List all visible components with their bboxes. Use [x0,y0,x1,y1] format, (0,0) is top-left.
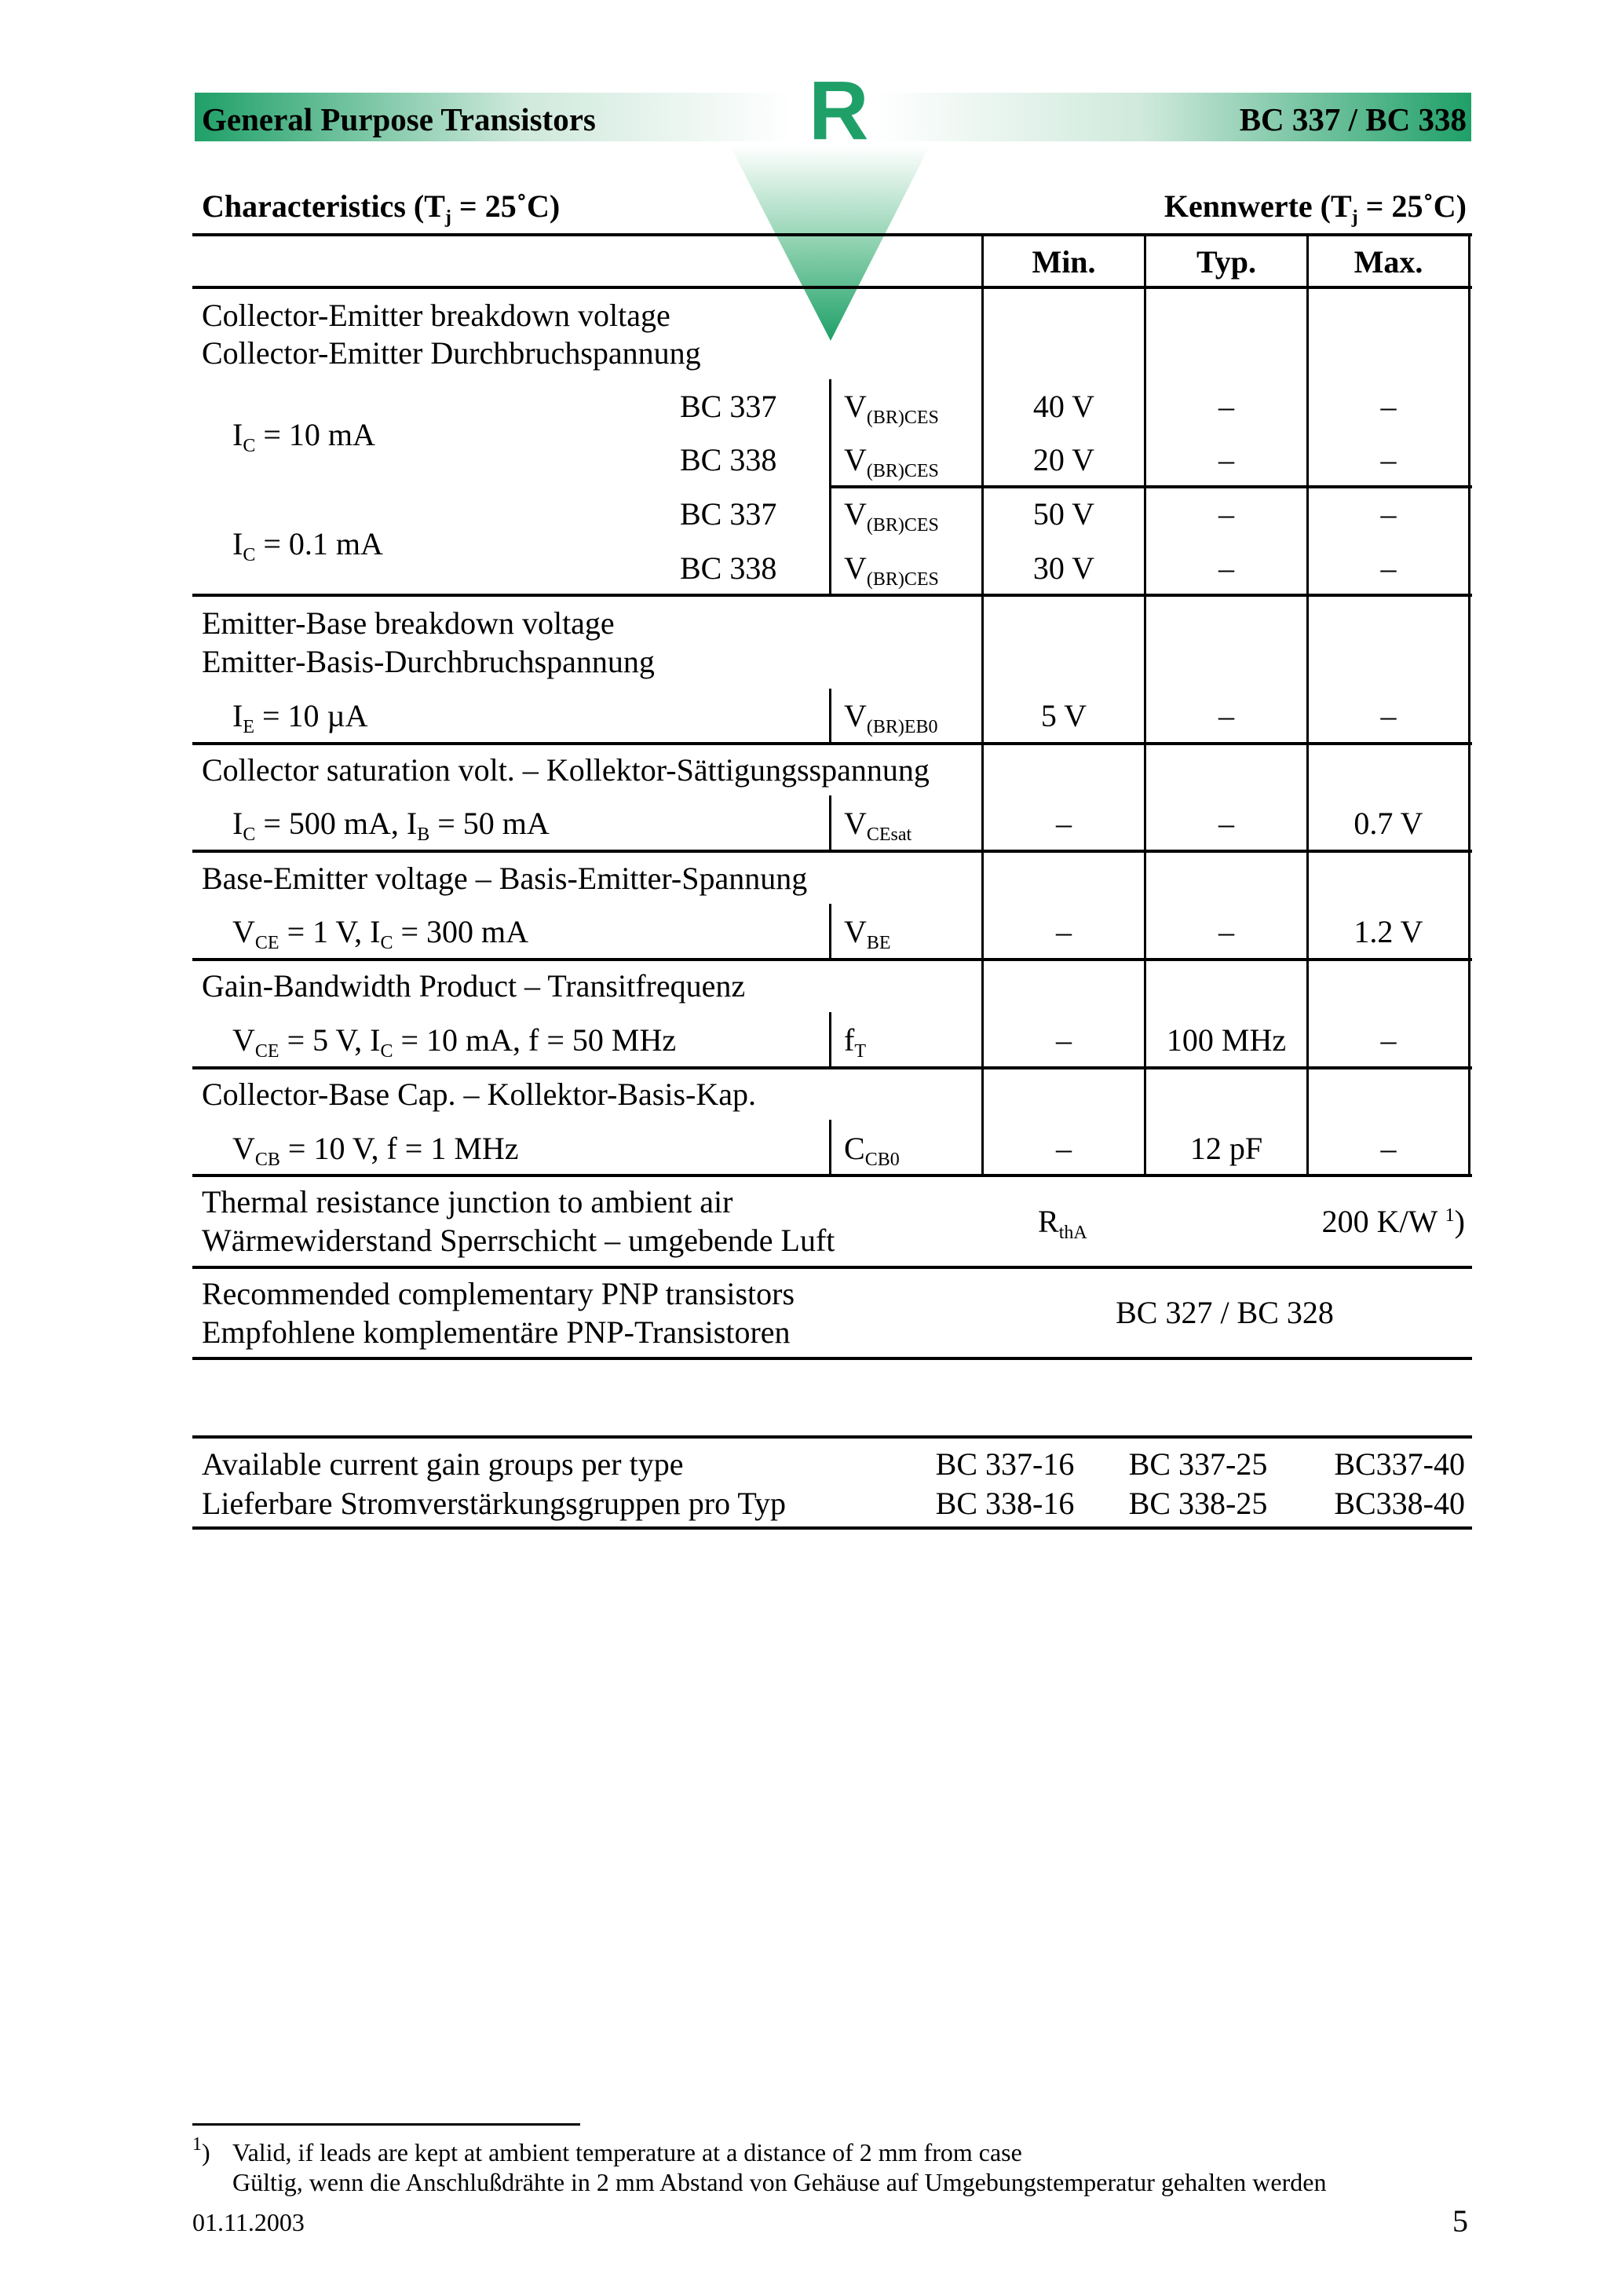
table-rule [192,742,1472,745]
condition: $V_{CE} = 5$ V, $I_C = 10$ mA, f = 50 MHz [232,1022,677,1062]
param-name-en: Recommended complementary PNP transistors [202,1276,795,1311]
symbol: $V_{(BR)CES}$ [844,550,939,590]
col-header-min: Min. [1032,244,1096,280]
param-name: Base-Emitter voltage – Basis-Emitter-Spannung [202,861,808,896]
logo-triangle [730,146,934,342]
gain-group-cell: BC 337-16 [935,1446,1075,1482]
page-number: 5 [1452,2203,1468,2239]
value-max: – [1380,1022,1397,1058]
gain-group-cell: BC 338-25 [1128,1486,1268,1521]
value-max: – [1380,442,1397,477]
symbol: $f_T$ [844,1022,866,1062]
footnote-mark: $^1$) [192,2134,210,2166]
header-left-title: General Purpose Transistors [202,101,596,137]
value-max: 1.2 V [1353,914,1423,949]
table-rule [192,1266,1472,1269]
gain-group-cell: BC 338-16 [935,1486,1075,1521]
type-label: BC 337 [680,496,777,532]
value-typ: – [1218,914,1234,949]
gain-groups-en: Available current gain groups per type [202,1446,684,1482]
symbol: $V_{(BR)CES}$ [844,496,939,536]
symbol-divider [829,689,831,744]
condition: $V_{CB} = 10$ V, f = 1 MHz [232,1131,519,1170]
condition: $I_C = 0.1$ mA [232,526,383,565]
param-name-en: Emitter-Base breakdown voltage [202,605,615,641]
param-name-de: Emitter-Basis-Durchbruchspannung [202,644,655,679]
symbol-divider [829,1120,831,1176]
header-right-title: BC 337 / BC 338 [1239,101,1467,137]
value-max: – [1380,496,1397,532]
value-min: 5 V [1040,698,1087,733]
table-rule [192,1357,1472,1360]
param-name: Collector saturation volt. – Kollektor-Sättigungsspannung [202,752,930,788]
section-title-de: Kennwerte ($T_j$ = 25˚C) [1164,188,1467,228]
symbol: $V_{(BR)CES}$ [844,389,939,428]
value-min: – [1056,1022,1072,1058]
param-name-en: Collector-Emitter breakdown voltage [202,298,670,333]
condition: $I_C = 500$ mA, $I_B = 50$ mA [232,806,550,845]
col-header-max: Max. [1353,244,1423,280]
symbol: $R_{thA}$ [1038,1204,1087,1243]
value-min: – [1056,1131,1072,1166]
table-rule [192,1526,1472,1530]
footnote-rule [192,2123,580,2126]
param-name-de: Wärmewiderstand Sperrschicht – umgebende Luft [202,1223,835,1258]
condition: $V_{CE} = 1$ V, $I_C = 300$ mA [232,914,529,953]
value-max: 0.7 V [1353,806,1423,841]
value-typ: – [1218,806,1234,841]
value-typ: – [1218,698,1234,733]
value-max: – [1380,550,1397,586]
table-rule [192,1174,1472,1177]
table-rule [192,958,1472,961]
param-name: Gain-Bandwidth Product – Transitfrequenz [202,968,746,1004]
value-max: – [1380,1131,1397,1166]
gain-group-cell: BC338-40 [1334,1486,1465,1521]
value-typ: – [1218,496,1234,532]
footnote-en: Valid, if leads are kept at ambient temperature at a distance of 2 mm from case [232,2138,1022,2166]
symbol-divider [829,795,831,852]
col-header-typ: Typ. [1196,244,1256,280]
value-max: – [1380,698,1397,733]
type-label: BC 338 [680,442,777,477]
symbol-divider [829,1012,831,1069]
value-typ: 12 pF [1189,1131,1263,1166]
symbol: $V_{BE}$ [844,914,891,953]
param-name: Collector-Base Cap. – Kollektor-Basis-Kap. [202,1077,757,1112]
table-rule [829,485,1472,488]
symbol: $V_{(BR)EB0}$ [844,698,938,737]
table-rule [192,1435,1472,1439]
gain-group-cell: BC 337-25 [1128,1446,1268,1482]
symbol: $V_{(BR)CES}$ [844,442,939,481]
condition: $I_E = 10$ µA [232,698,368,737]
footnote-de: Gültig, wenn die Anschlußdrähte in 2 mm Abstand von Gehäuse auf Umgebungstemperatur gehalten werden [232,2168,1327,2196]
footer-date: 01.11.2003 [192,2208,305,2236]
table-rule [192,594,1472,597]
value-max: – [1380,389,1397,424]
gain-groups-de: Lieferbare Stromverstärkungsgruppen pro Typ [202,1486,787,1521]
value-min: 50 V [1032,496,1095,532]
symbol-divider [829,379,831,596]
symbol: $V_{CEsat}$ [844,806,912,845]
value-typ: – [1218,550,1234,586]
thermal-value: 200 K/W $^1$) [1321,1204,1465,1239]
pnp-value: BC 327 / BC 328 [1116,1295,1334,1330]
symbol: $C_{CB0}$ [844,1131,900,1170]
table-rule [192,233,1472,236]
value-typ: – [1218,389,1234,424]
gain-group-cell: BC337-40 [1334,1446,1465,1482]
table-rule [192,1066,1472,1069]
type-label: BC 338 [680,550,777,586]
param-name-de: Collector-Emitter Durchbruchspannung [202,335,701,371]
column-divider [1468,233,1470,1176]
value-min: – [1056,806,1072,841]
condition: $I_C = 10$ mA [232,417,375,456]
param-name-de: Empfohlene komplementäre PNP-Transistoren [202,1314,791,1350]
value-min: – [1056,914,1072,949]
symbol-divider [829,904,831,960]
value-typ: – [1218,442,1234,477]
value-min: 30 V [1032,550,1095,586]
table-rule [192,850,1472,853]
type-label: BC 337 [680,389,777,424]
section-title-en: Characteristics ($T_j$ = 25˚C) [202,188,561,228]
table-rule [192,286,1472,289]
param-name-en: Thermal resistance junction to ambient air [202,1184,733,1219]
value-typ: 100 MHz [1166,1022,1287,1058]
value-min: 40 V [1032,389,1095,424]
value-min: 20 V [1032,442,1095,477]
logo-letter: R [809,64,869,157]
